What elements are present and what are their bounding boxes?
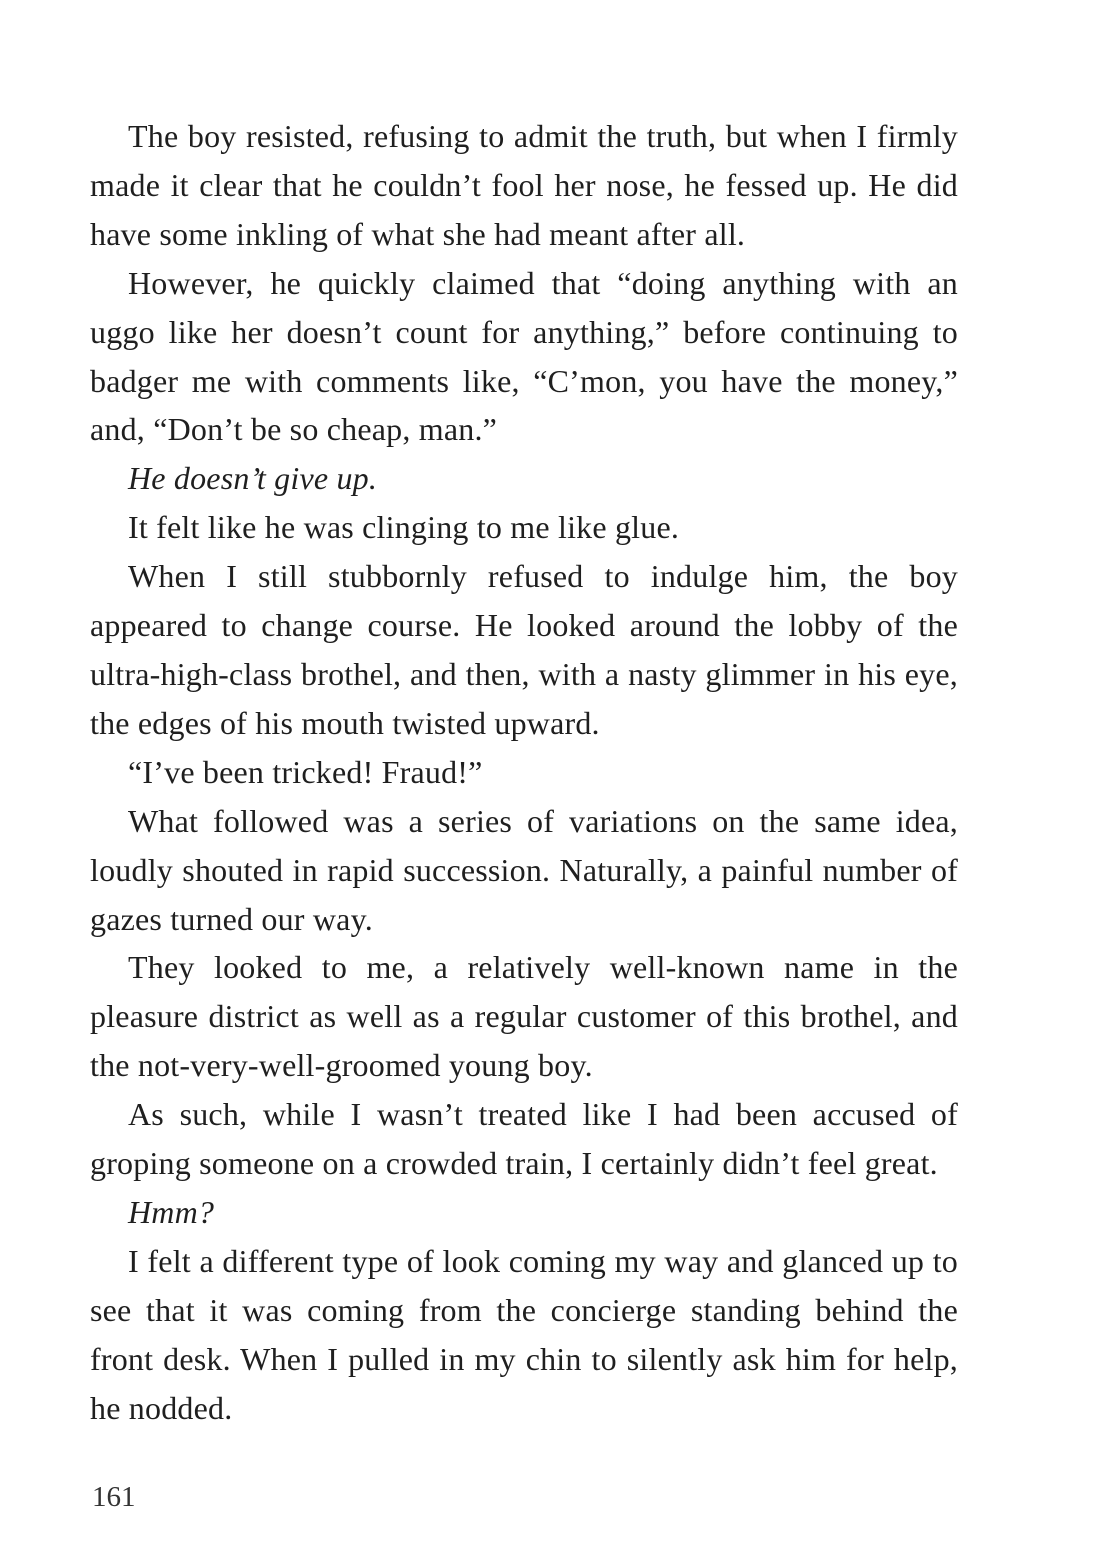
paragraph: They looked to me, a relatively well-known name in the pleasure district as well as a regular customer of this brothel, and the not-very-well-groomed young boy.: [90, 949, 958, 1084]
paragraph: The boy resisted, refusing to admit the truth, but when I firmly made it clear that he couldn’t fool her nose, he fessed up. He did have some inkling of what she had meant after all.: [90, 118, 958, 252]
page-number: 161: [92, 1481, 136, 1513]
italic-thought: He doesn’t give up.: [128, 460, 378, 497]
paragraph: It felt like he was clinging to me like glue.: [128, 509, 680, 546]
paragraph: When I still stubbornly refused to indulge him, the boy appeared to change course. He looked around the lobby of the ultra-high-class brothel, and then, with a nasty glimmer in his eye, the edges of his mouth twisted upward.: [90, 558, 958, 741]
paragraph: However, he quickly claimed that “doing anything with an uggo like her doesn’t count for anything,” before continuing to badger me with comments like, “C’mon, you have the money,” and, “Don’t be so cheap, man.”: [90, 264, 958, 448]
paragraph: What followed was a series of variations on the same idea, loudly shouted in rapid succession. Naturally, a painful number of gazes turned our way.: [90, 802, 958, 937]
body-text: [90, 112, 958, 1432]
dialogue-line: “I’ve been tricked! Fraud!”: [128, 753, 483, 790]
italic-thought: Hmm?: [128, 1193, 215, 1230]
paragraph: As such, while I wasn’t treated like I had been accused of groping someone on a crowded train, I certainly didn’t feel great.: [90, 1096, 958, 1182]
paragraph: I felt a different type of look coming my way and glanced up to see that it was coming from the concierge standing behind the front desk. When I pulled in my chin to silently ask him for help, he nodded.: [90, 1242, 958, 1426]
